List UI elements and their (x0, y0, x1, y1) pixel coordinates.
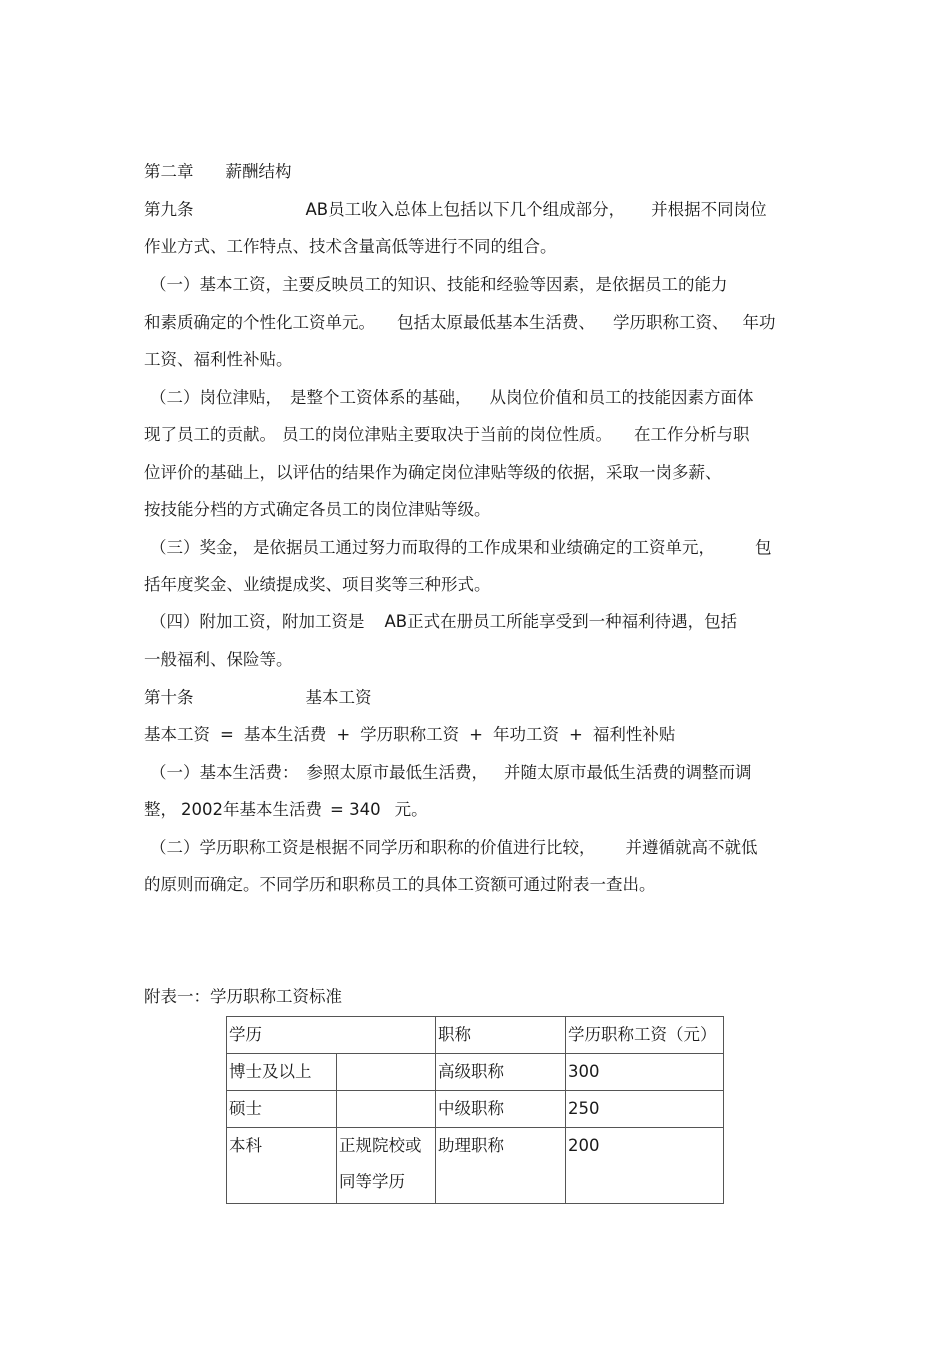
text-run: （三）奖金， (150, 538, 249, 557)
article-10-label: 第十条 (144, 688, 194, 707)
article-10-item-2-line-1 (150, 838, 758, 858)
text-run: （四）附加工资，附加工资是 (150, 612, 365, 631)
article-9-item-3-line-2: 括年度奖金、业绩提成奖、项目奖等三种形式。 (144, 575, 491, 594)
text-run: 包 (755, 538, 772, 557)
cell-title: 高级职称 (436, 1054, 566, 1091)
appendix-caption: 附表一：学历职称工资标准 (144, 987, 342, 1006)
article-10-title: 基本工资 (305, 688, 372, 707)
salary-formula (144, 725, 675, 745)
formula-term: 年功工资 (492, 725, 559, 744)
chapter-number: 第二章 (144, 162, 194, 181)
text-run: 现了员工的贡献。 (144, 425, 276, 444)
text-run: 学历职称工资、 (613, 313, 729, 332)
table-header-row (227, 1017, 724, 1054)
salary-standard-table (226, 1016, 724, 1204)
article-9-item-2-line-1 (150, 388, 754, 408)
text-run: 参照太原市最低生活费， (306, 763, 488, 782)
text-run: AB员工收入总体上包括以下几个组成部分， (305, 200, 626, 219)
text-run: 2002年基本生活费 (181, 800, 322, 819)
article-9-item-1-line-1: （一）基本工资，主要反映员工的知识、技能和经验等因素，是依据员工的能力 (150, 275, 728, 294)
article-9-item-4-line-2: 一般福利、保险等。 (144, 650, 293, 669)
cell-education: 博士及以上 (227, 1054, 337, 1091)
table-row (227, 1054, 724, 1091)
header-education: 学历 (227, 1017, 436, 1054)
cell-education: 本科 (227, 1128, 337, 1204)
cell-title: 助理职称 (436, 1128, 566, 1204)
article-9-item-2-line-4: 按技能分档的方式确定各员工的岗位津贴等级。 (144, 500, 491, 519)
formula-operator: = (220, 725, 234, 744)
table-row (227, 1091, 724, 1128)
article-9-item-1-line-2 (144, 313, 776, 333)
cell-salary: 300 (566, 1054, 724, 1091)
article-9-line-2: 作业方式、工作特点、技术含量高低等进行不同的组合。 (144, 237, 557, 256)
cell-title: 中级职称 (436, 1091, 566, 1128)
formula-operator: + (336, 725, 351, 744)
cell-salary: 200 (566, 1128, 724, 1204)
text-run: 并遵循就高不就低 (625, 838, 758, 857)
article-9-item-2-line-3: 位评价的基础上，以评估的结果作为确定岗位津贴等级的依据，采取一岗多薪、 (144, 463, 722, 482)
formula-term: 福利性补贴 (592, 725, 676, 744)
text-run: 在工作分析与职 (634, 425, 750, 444)
article-10-heading (144, 688, 372, 708)
text-run: 是依据员工通过努力而取得的工作成果和业绩确定的工资单元， (253, 538, 715, 557)
text-run: 并根据不同岗位 (651, 200, 767, 219)
text-run: 元。 (394, 800, 428, 819)
formula-term: 学历职称工资 (360, 725, 460, 744)
cell-note (337, 1091, 436, 1128)
cell-salary: 250 (566, 1091, 724, 1128)
cell-note (337, 1054, 436, 1091)
article-10-item-1-line-2 (144, 800, 428, 820)
article-9-line-1 (144, 200, 767, 220)
article-9-item-3-line-1 (150, 538, 772, 558)
text-run: （二）岗位津贴， (150, 388, 282, 407)
text-run: 年功 (742, 313, 776, 332)
text-run: 整， (144, 800, 177, 819)
chapter-heading (144, 162, 292, 182)
header-title: 职称 (436, 1017, 566, 1054)
text-run: AB正式在册员工所能享受到一种福利待遇，包括 (384, 612, 738, 631)
text-run: 是整个工资体系的基础， (290, 388, 472, 407)
text-run: 和素质确定的个性化工资单元。 (144, 313, 375, 332)
article-10-item-1-line-1 (150, 763, 752, 783)
formula-term: 基本工资 (144, 725, 210, 744)
article-9-label: 第九条 (144, 200, 194, 219)
header-salary: 学历职称工资（元） (566, 1017, 724, 1054)
cell-note: 正规院校或同等学历 (337, 1128, 436, 1204)
article-9-item-1-line-3: 工资、福利性补贴。 (144, 350, 293, 369)
text-run: 并随太原市最低生活费的调整而调 (504, 763, 752, 782)
text-run: （一）基本生活费： (150, 763, 299, 782)
article-9-item-4-line-1 (150, 612, 737, 632)
cell-education: 硕士 (227, 1091, 337, 1128)
table-row (227, 1128, 724, 1204)
formula-term: 基本生活费 (243, 725, 327, 744)
text-run: = 340 (330, 800, 381, 819)
article-9-item-2-line-2 (144, 425, 750, 445)
text-run: 包括太原最低基本生活费、 (397, 313, 595, 332)
formula-operator: + (568, 725, 583, 744)
text-run: （二）学历职称工资是根据不同学历和职称的价值进行比较， (150, 838, 596, 857)
chapter-title: 薪酬结构 (225, 162, 292, 181)
formula-operator: + (469, 725, 483, 744)
text-run: 员工的岗位津贴主要取决于当前的岗位性质。 (282, 425, 612, 444)
article-10-item-2-line-2: 的原则而确定。不同学历和职称员工的具体工资额可通过附表一查出。 (144, 875, 656, 894)
text-run: 从岗位价值和员工的技能因素方面体 (489, 388, 754, 407)
